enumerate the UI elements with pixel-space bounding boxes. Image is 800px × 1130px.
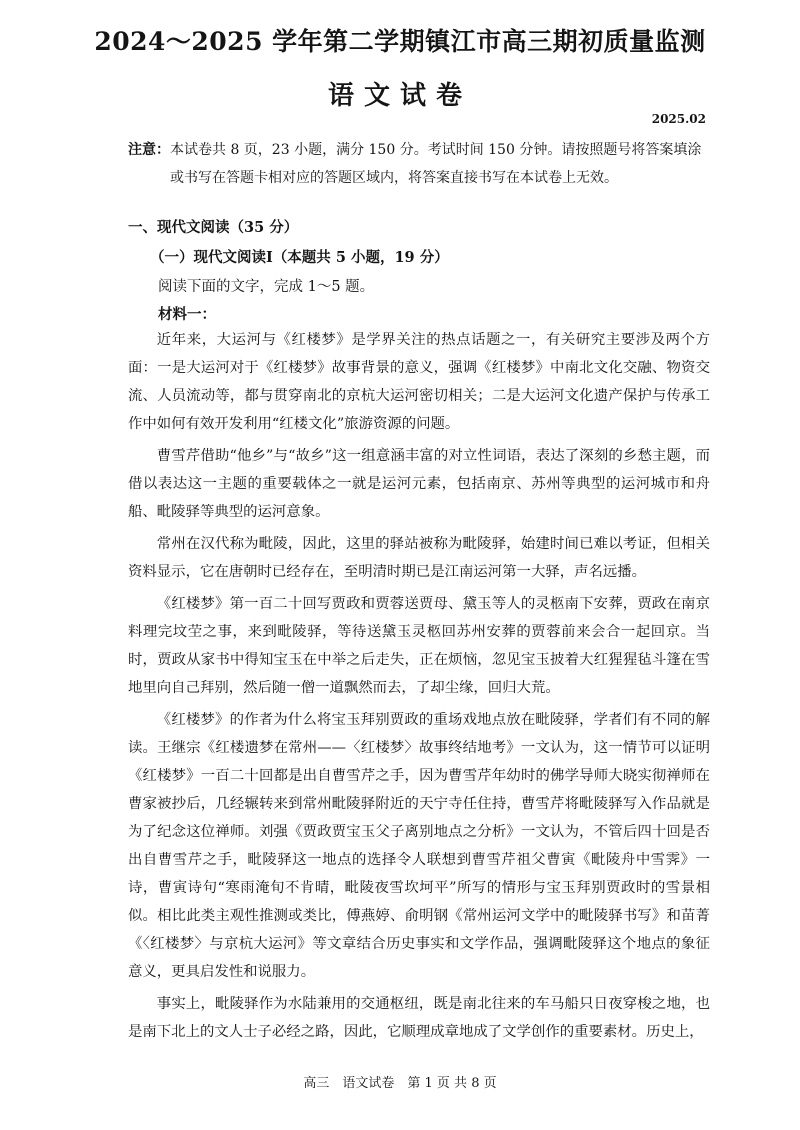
passage-paragraph: 近年来，大运河与《红楼梦》是学界关注的热点话题之一，有关研究主要涉及两个方面：一是大运河对于《红楼梦》故事背景的意义，强调《红楼梦》中南北文化交融、物资交流、人员流动等，都与贯穿南北的京杭大运河密切相关；二是大运河文化遗产保护与传承工作中如何有效开发利用“红楼文化”旅游资源的问题。 (128, 332, 710, 432)
notice-label: 注意： (128, 142, 170, 158)
reading-instruction: 阅读下面的文字，完成 1～5 题。 (158, 279, 375, 295)
subsection-heading: （一）现代文阅读Ⅰ（本题共 5 小题，19 分） (150, 249, 449, 266)
passage-paragraph: 常州在汉代称为毗陵，因此，这里的驿站被称为毗陵驿，始建时间已难以考证，但相关资料显示，它在唐朝时已经存在，至明清时期已是江南运河第一大驿，声名远播。 (128, 536, 710, 580)
passage-paragraph: 事实上，毗陵驿作为水陆兼用的交通枢纽，既是南北往来的车马船只日夜穿梭之地，也是南下北上的文人士子必经之路，因此，它顺理成章地成了文学创作的重要素材。历史上， (128, 996, 710, 1040)
page-footer: 高三 语文试卷 第 1 页 共 8 页 (303, 1076, 497, 1091)
exam-subtitle: 语文试卷 (327, 81, 472, 111)
notice-line-1: 本试卷共 8 页，23 小题，满分 150 分。考试时间 150 分钟。请按照题号将答案填涂 (170, 142, 702, 158)
notice (128, 136, 718, 192)
material-label: 材料一： (158, 306, 216, 323)
notice-line-2: 或书写在答题卡相对应的答题区域内，将答案直接书写在本试卷上无效。 (170, 170, 618, 186)
section-heading: 一、现代文阅读（35 分） (128, 219, 299, 236)
passage-paragraph: 曹雪芹借助“他乡”与“故乡”这一组意涵丰富的对立性词语，表达了深刻的乡愁主题，而借以表达这一主题的重要载体之一就是运河元素，包括南京、苏州等典型的运河城市和舟船、毗陵驿等典型的运河意象。 (128, 448, 710, 520)
passage-paragraph: 《红楼梦》的作者为什么将宝玉拜别贾政的重场戏地点放在毗陵驿，学者们有不同的解读。王继宗《红楼遗梦在常州——〈红楼梦〉故事终结地考》一文认为，这一情节可以证明《红楼梦》一百二十回都是出自曹雪芹之手，因为曹雪芹年幼时的佛学导师大晓实彻禅师在曹家被抄后，几经辗转来到常州毗陵驿附近的天宁寺任住持，曹雪芹将毗陵驿写入作品就是为了纪念这位禅师。刘强《贾政贾宝玉父子离别地点之分析》一文认为，不管后四十回是否出自曹雪芹之手，毗陵驿这一地点的选择令人联想到曹雪芹祖父曹寅《毗陵舟中雪霁》一诗，曹寅诗句“寒雨淹旬不肯晴，毗陵夜雪坎坷平”所写的情形与宝玉拜别贾政时的雪景相似。相比此类主观性推测或类比，傅燕婷、俞明钢《常州运河文学中的毗陵驿书写》和苗菁《〈红楼梦〉与京杭大运河》等文章结合历史事实和文学作品，强调毗陵驿这个地点的象征意义，更具启发性和说服力。 (128, 712, 710, 980)
passage-body (128, 326, 710, 1050)
exam-date: 2025.02 (651, 112, 706, 126)
passage-paragraph: 《红楼梦》第一百二十回写贾政和贾蓉送贾母、黛玉等人的灵柩南下安葬，贾政在南京料理完坟茔之事，来到毗陵驿，等待送黛玉灵柩回苏州安葬的贾蓉前来会合一起回京。当时，贾政从家书中得知宝玉在中举之后走失，正在烦恼，忽见宝玉披着大红猩猩毡斗篷在雪地里向自己拜别，然后随一僧一道飘然而去，了却尘缘，回归大荒。 (128, 596, 710, 696)
exam-title: 2024～2025 学年第二学期镇江市高三期初质量监测 (94, 27, 706, 56)
